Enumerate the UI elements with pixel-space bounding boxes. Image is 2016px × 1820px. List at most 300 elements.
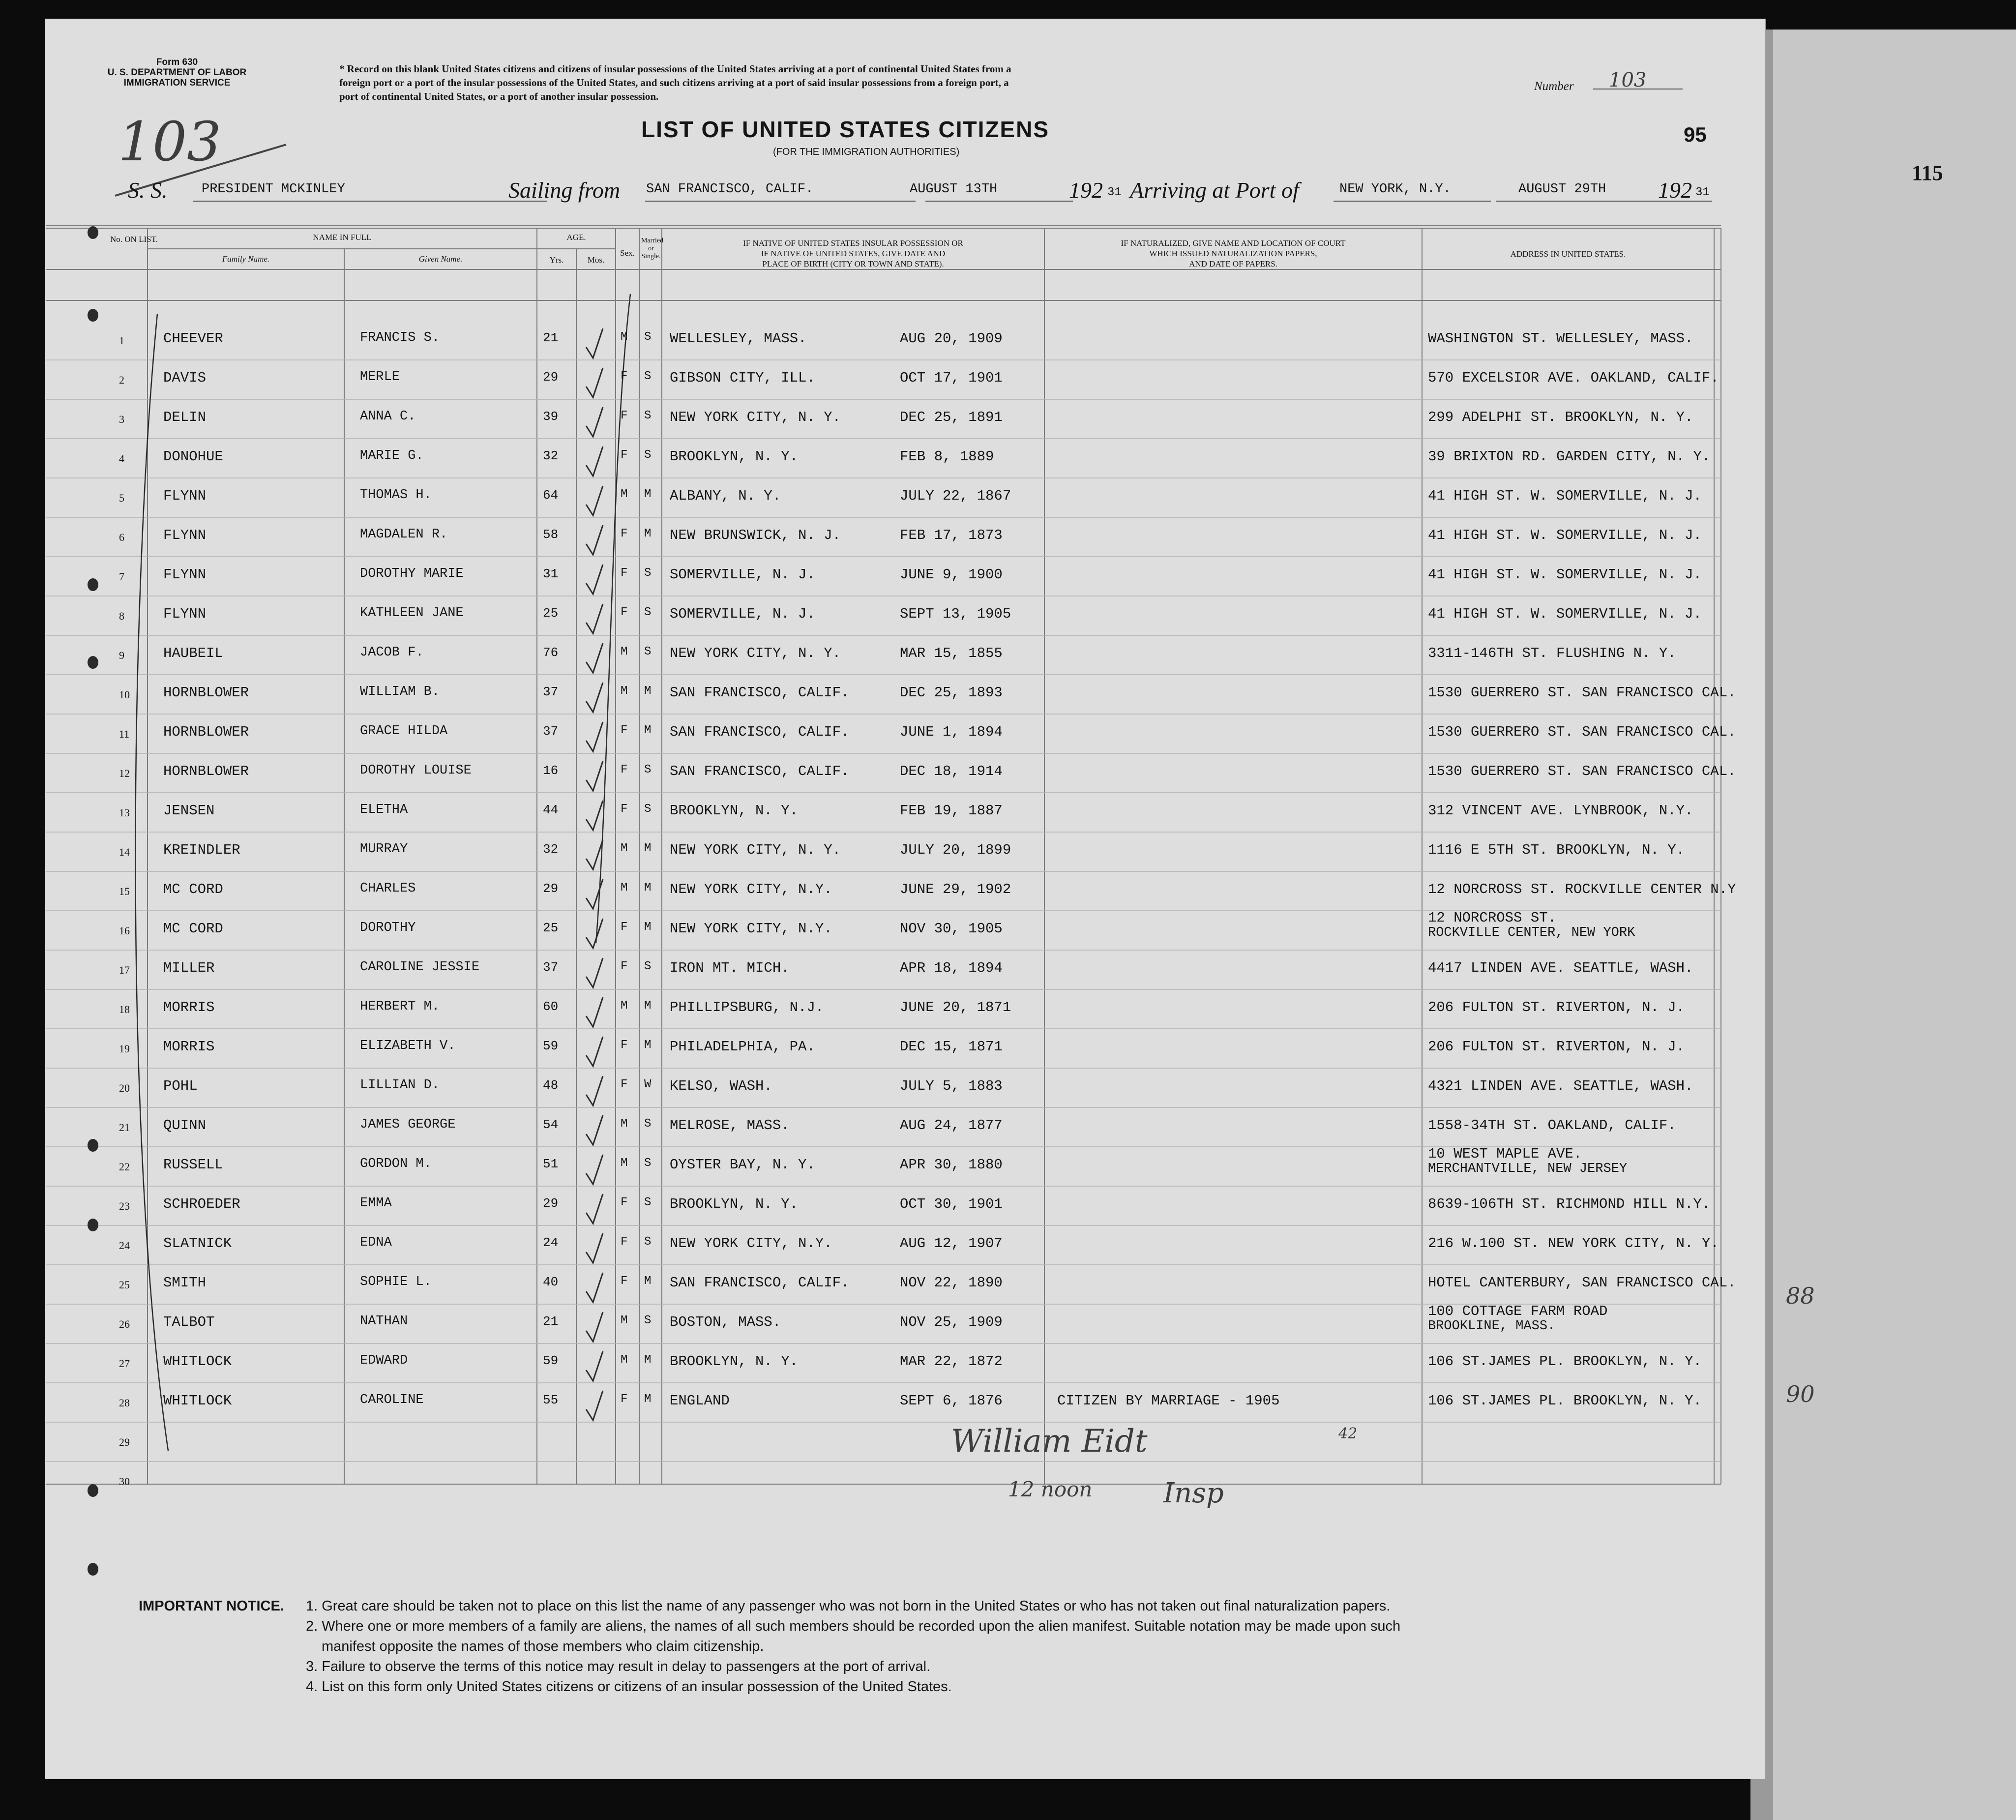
married-single: S [644,1235,652,1249]
age-years: 59 [543,1039,559,1053]
birthplace: BROOKLYN, N. Y. [670,1353,799,1370]
given-name: EDNA [360,1235,392,1250]
given-name: KATHLEEN JANE [360,606,464,621]
family-name: SCHROEDER [163,1196,240,1212]
family-name: MC CORD [163,881,223,897]
birthplace: PHILADELPHIA, PA. [670,1039,815,1055]
birthdate: DEC 18, 1914 [900,763,1003,779]
family-name: SMITH [163,1275,207,1291]
notice-item-text: Failure to observe the terms of this notice may result in delay to passengers at the port of arrival. [322,1659,931,1674]
binding-hole [88,1219,98,1231]
address: 1558-34TH ST. OAKLAND, CALIF. [1428,1117,1676,1134]
inspector-signature: William Eidt [951,1423,1148,1460]
col-years: Yrs. [549,255,564,265]
ship-name: PRESIDENT MCKINLEY [202,182,345,197]
married-single: S [644,763,652,776]
row-number: 16 [119,925,130,937]
margin-note-2: 90 [1786,1381,1815,1407]
sex: M [621,842,628,855]
age-years: 76 [543,645,559,660]
age-years: 37 [543,724,559,739]
family-name: RUSSELL [163,1157,223,1173]
birthdate: DEC 25, 1893 [900,685,1003,701]
birthplace: NEW BRUNSWICK, N. J. [670,527,841,543]
married-single: M [644,488,652,501]
married-single: S [644,1117,652,1131]
age-years: 31 [543,567,559,581]
number-value: 103 [1609,69,1647,91]
age-years: 21 [543,1314,559,1329]
sex: M [621,645,628,658]
birthdate: NOV 22, 1890 [900,1275,1003,1291]
row-number: 30 [119,1475,130,1488]
notice-items [306,1596,1400,1697]
address: 1530 GUERRERO ST. SAN FRANCISCO CAL. [1428,763,1736,779]
age-years: 25 [543,606,559,621]
naturalization: CITIZEN BY MARRIAGE - 1905 [1057,1393,1280,1409]
given-name: WILLIAM B. [360,685,440,699]
birthdate: SEPT 6, 1876 [900,1393,1003,1409]
ss-label: S. S. [128,178,168,203]
row-number: 22 [119,1161,130,1173]
row-number: 3 [119,413,124,425]
instructions-line-2: foreign port or a port of the insular possessions of the United States, and such citizens arriving at a port of said insular possessions from a foreign port, a [339,77,1009,89]
address: 4321 LINDEN AVE. SEATTLE, WASH. [1428,1078,1693,1094]
col-birthplace-line-2: IF NATIVE OF UNITED STATES, GIVE DATE AND [761,249,946,258]
address: HOTEL CANTERBURY, SAN FRANCISCO CAL. [1428,1275,1736,1291]
married-single: M [644,1393,652,1406]
address: 41 HIGH ST. W. SOMERVILLE, N. J. [1428,527,1702,543]
col-birthplace [662,238,1044,269]
notice-item-4 [306,1677,1400,1697]
married-single: S [644,448,652,462]
sex: M [621,685,628,698]
arrival-year: 31 [1695,186,1710,199]
given-name: JACOB F. [360,645,424,660]
notice-item-number: 3. [306,1659,318,1674]
sex: M [621,881,628,895]
sex: F [621,960,628,973]
sex: F [621,409,628,422]
birthplace: IRON MT. MICH. [670,960,790,976]
row-number: 24 [119,1239,130,1252]
row-number: 11 [119,728,130,740]
married-single: M [644,1039,652,1052]
age-years: 39 [543,409,559,424]
row-number: 18 [119,1003,130,1015]
birthdate: DEC 25, 1891 [900,409,1003,425]
row-number: 23 [119,1200,130,1212]
married-single: S [644,330,652,344]
age-years: 48 [543,1078,559,1093]
family-name: DELIN [163,409,207,425]
binding-hole [88,1563,98,1576]
time-note: 12 noon [1008,1477,1093,1501]
family-name: CHEEVER [163,330,223,347]
address: 10 WEST MAPLE AVE. [1428,1146,1582,1162]
notice-item-text: Where one or more members of a family are aliens, the names of all such members should be recorded upon the alien manifest. Suitable notation may be made upon such [322,1618,1401,1634]
family-name: FLYNN [163,488,207,504]
birthdate: DEC 15, 1871 [900,1039,1003,1055]
given-name: CHARLES [360,881,416,896]
row-number: 8 [119,610,124,622]
family-name: MORRIS [163,999,215,1015]
birthplace: NEW YORK CITY, N.Y. [670,921,832,937]
arrival-date: AUGUST 29TH [1518,182,1606,197]
binding-hole [88,656,98,669]
given-name: THOMAS H. [360,488,432,503]
given-name: EMMA [360,1196,392,1211]
address: 106 ST.JAMES PL. BROOKLYN, N. Y. [1428,1353,1702,1370]
row-number: 19 [119,1043,130,1055]
row-number: 17 [119,964,130,976]
sex: F [621,567,628,580]
married-single: M [644,1275,652,1288]
sex: F [621,1393,628,1406]
given-name: MAGDALEN R. [360,527,448,542]
married-single: M [644,724,652,737]
birthdate: OCT 17, 1901 [900,370,1003,386]
birthdate: FEB 19, 1887 [900,803,1003,819]
family-name: WHITLOCK [163,1353,232,1370]
address: 8639-106TH ST. RICHMOND HILL N.Y. [1428,1196,1711,1212]
sex: F [621,921,628,934]
instructions-line-3: port of continental United States, or a port of another insular possession. [339,90,659,102]
birthplace: NEW YORK CITY, N.Y. [670,1235,832,1252]
notice-item-number: 2. [306,1618,318,1634]
page-title: LIST OF UNITED STATES CITIZENS [641,117,1050,142]
sex: M [621,999,628,1013]
birthplace: OYSTER BAY, N. Y. [670,1157,815,1173]
col-birthplace-line-3: PLACE OF BIRTH (CITY OR TOWN AND STATE). [762,259,944,269]
birthdate: JUNE 29, 1902 [900,881,1011,897]
sailing-year: 31 [1107,186,1122,199]
family-name: MC CORD [163,921,223,937]
birthdate: JUNE 1, 1894 [900,724,1003,740]
margin-note-1: 88 [1786,1283,1815,1309]
age-years: 44 [543,803,559,817]
col-naturalized-line-3: AND DATE OF PAPERS. [1189,259,1277,269]
sex: F [621,763,628,776]
birthplace: NEW YORK CITY, N.Y. [670,881,832,897]
side-page-number: 115 [1912,161,1943,185]
sex: M [621,1157,628,1170]
col-birthplace-line-1: IF NATIVE OF UNITED STATES INSULAR POSSESSION OR [743,239,963,248]
form-department: U. S. DEPARTMENT OF LABOR [107,67,247,78]
family-name: KREINDLER [163,842,240,858]
row-number: 29 [119,1436,130,1448]
col-address: ADDRESS IN UNITED STATES. [1510,249,1626,259]
address: 1116 E 5TH ST. BROOKLYN, N. Y. [1428,842,1685,858]
age-years: 58 [543,527,559,542]
family-name: DAVIS [163,370,207,386]
instructions-line-1: * Record on this blank United States citizens and citizens of insular possessions of the United States arriving at a port of continental United States from a [339,63,1011,75]
col-months: Mos. [587,255,605,265]
married-single: S [644,567,652,580]
sex: F [621,803,628,816]
birthdate: NOV 25, 1909 [900,1314,1003,1330]
row-number: 14 [119,846,130,858]
binding-hole [88,226,98,239]
given-name: GORDON M. [360,1157,432,1171]
birthdate: APR 18, 1894 [900,960,1003,976]
age-years: 64 [543,488,559,503]
sex: M [621,1117,628,1131]
married-single: M [644,881,652,895]
address-line-2: BROOKLINE, MASS. [1428,1319,1556,1334]
given-name: DOROTHY [360,921,416,935]
birthplace: KELSO, WASH. [670,1078,772,1094]
birthdate: SEPT 13, 1905 [900,606,1011,622]
sex: F [621,1235,628,1249]
row-number: 20 [119,1082,130,1094]
col-married-single: Married or Single. [641,237,664,260]
given-name: MARIE G. [360,448,424,463]
sailing-from-date: AUGUST 13TH [910,182,998,197]
birthplace: WELLESLEY, MASS. [670,330,807,347]
married-single: S [644,606,652,619]
notice-item-text: manifest opposite the names of those members who claim citizenship. [322,1639,764,1654]
age-years: 37 [543,960,559,975]
col-sex: Sex. [620,248,635,258]
col-naturalized [1044,238,1422,269]
address: 41 HIGH ST. W. SOMERVILLE, N. J. [1428,606,1702,622]
arrival-year-prefix: 192 [1658,178,1692,203]
row-number: 10 [119,688,130,701]
age-years: 59 [543,1353,559,1368]
family-name: HORNBLOWER [163,763,249,779]
address: 12 NORCROSS ST. [1428,910,1557,926]
notice-item-2-cont [306,1637,1400,1657]
sailing-year-prefix: 192 [1069,178,1103,203]
row-number: 9 [119,649,124,661]
age-years: 24 [543,1235,559,1250]
binding-hole [88,1139,98,1152]
sex: F [621,370,628,383]
family-name: JENSEN [163,803,215,819]
binding-hole [88,578,98,591]
age-years: 32 [543,448,559,463]
age-years: 32 [543,842,559,857]
row-number: 1 [119,334,124,347]
birthdate: JULY 5, 1883 [900,1078,1003,1094]
birthplace: SAN FRANCISCO, CALIF. [670,724,850,740]
birthdate: MAR 15, 1855 [900,645,1003,661]
age-years: 54 [543,1117,559,1132]
given-name: CAROLINE [360,1393,424,1407]
col-naturalized-line-1: IF NATURALIZED, GIVE NAME AND LOCATION OF COURT [1121,239,1346,248]
age-years: 51 [543,1157,559,1171]
age-years: 29 [543,370,559,385]
age-years: 29 [543,1196,559,1211]
address: 4417 LINDEN AVE. SEATTLE, WASH. [1428,960,1693,976]
birthdate: APR 30, 1880 [900,1157,1003,1173]
number-label: Number [1534,80,1574,93]
married-single: S [644,409,652,422]
sex: F [621,527,628,540]
notice-item-1 [306,1596,1400,1616]
sex: F [621,1078,628,1091]
age-years: 16 [543,763,559,778]
married-single: M [644,685,652,698]
birthdate: AUG 20, 1909 [900,330,1003,347]
family-name: HAUBEIL [163,645,223,661]
age-years: 55 [543,1393,559,1407]
sex: F [621,1196,628,1209]
sailing-from-label: Sailing from [508,178,621,203]
address: 206 FULTON ST. RIVERTON, N. J. [1428,1039,1685,1055]
birthdate: OCT 30, 1901 [900,1196,1003,1212]
col-given-name: Given Name. [418,254,463,264]
birthdate: NOV 30, 1905 [900,921,1003,937]
birthplace: BROOKLYN, N. Y. [670,448,799,465]
married-single: S [644,1157,652,1170]
row-number: 4 [119,452,124,465]
address: 3311-146TH ST. FLUSHING N. Y. [1428,645,1676,661]
birthplace: BROOKLYN, N. Y. [670,803,799,819]
arriving-label: Arriving at Port of [1130,178,1299,203]
given-name: EDWARD [360,1353,408,1368]
family-name: MORRIS [163,1039,215,1055]
inspector-note: Insp [1163,1477,1224,1509]
given-name: GRACE HILDA [360,724,448,739]
family-name: TALBOT [163,1314,215,1330]
address: 106 ST.JAMES PL. BROOKLYN, N. Y. [1428,1393,1702,1409]
married-single: M [644,999,652,1013]
given-name: ELETHA [360,803,408,817]
birthplace: ENGLAND [670,1393,730,1409]
married-single: M [644,921,652,934]
married-single: S [644,1314,652,1327]
sex: F [621,724,628,737]
col-age: AGE. [566,233,586,242]
family-name: SLATNICK [163,1235,232,1252]
given-name: DOROTHY LOUISE [360,763,472,778]
handwritten-number: 103 [118,110,221,173]
married-single: S [644,1196,652,1209]
notice-item-number: 4. [306,1679,318,1695]
family-name: HORNBLOWER [163,724,249,740]
sex: F [621,1039,628,1052]
family-name: MILLER [163,960,215,976]
address: 1530 GUERRERO ST. SAN FRANCISCO CAL. [1428,724,1736,740]
notice-item-number: 1. [306,1598,318,1614]
family-name: FLYNN [163,606,207,622]
row-number: 7 [119,570,124,583]
row-number: 27 [119,1357,130,1370]
address-line-2: MERCHANTVILLE, NEW JERSEY [1428,1162,1628,1176]
married-single: W [644,1078,652,1091]
sex: F [621,1275,628,1288]
married-single: M [644,842,652,855]
page-subtitle: (FOR THE IMMIGRATION AUTHORITIES) [773,147,960,157]
birthplace: BROOKLYN, N. Y. [670,1196,799,1212]
form-service: IMMIGRATION SERVICE [123,78,231,88]
family-name: WHITLOCK [163,1393,232,1409]
age-years: 25 [543,921,559,935]
notice-item-text: Great care should be taken not to place on this list the name of any passenger who was not born in the United States or who has not taken out final naturalization papers. [322,1598,1391,1614]
age-years: 21 [543,330,559,345]
birthdate: AUG 12, 1907 [900,1235,1003,1252]
given-name: ELIZABETH V. [360,1039,456,1053]
sex: M [621,488,628,501]
birthplace: BOSTON, MASS. [670,1314,781,1330]
married-single: S [644,803,652,816]
address: 41 HIGH ST. W. SOMERVILLE, N. J. [1428,567,1702,583]
notice-item-3 [306,1657,1400,1677]
given-name: DOROTHY MARIE [360,567,464,581]
address: WASHINGTON ST. WELLESLEY, MASS. [1428,330,1693,347]
page-number: 95 [1684,123,1707,146]
notice-heading: IMPORTANT NOTICE. [139,1598,284,1614]
family-name: POHL [163,1078,198,1094]
family-name: HORNBLOWER [163,685,249,701]
birthdate: FEB 17, 1873 [900,527,1003,543]
row-number: 13 [119,806,130,819]
birthplace: SAN FRANCISCO, CALIF. [670,685,850,701]
sex: F [621,448,628,462]
address: 39 BRIXTON RD. GARDEN CITY, N. Y. [1428,448,1711,465]
given-name: NATHAN [360,1314,408,1329]
birthplace: NEW YORK CITY, N. Y. [670,409,841,425]
birthdate: FEB 8, 1889 [900,448,994,465]
birthplace: SAN FRANCISCO, CALIF. [670,763,850,779]
birthplace: NEW YORK CITY, N. Y. [670,645,841,661]
birthplace: GIBSON CITY, ILL. [670,370,815,386]
sex: F [621,606,628,619]
married-single: S [644,645,652,658]
address: 1530 GUERRERO ST. SAN FRANCISCO CAL. [1428,685,1736,701]
col-no-on-list: No. ON LIST. [110,235,158,244]
important-notice [139,1596,284,1616]
given-name: HERBERT M. [360,999,440,1014]
family-name: QUINN [163,1117,207,1134]
passenger-count: 42 [1338,1425,1358,1442]
sex: M [621,1353,628,1367]
row-number: 15 [119,885,130,897]
row-number: 12 [119,767,130,779]
given-name: SOPHIE L. [360,1275,432,1289]
col-family-name: Family Name. [222,254,270,264]
married-single: S [644,370,652,383]
arrival-port: NEW YORK, N.Y. [1339,182,1451,197]
birthplace: SOMERVILLE, N. J. [670,606,815,622]
col-name-in-full: NAME IN FULL [313,233,372,242]
address: 570 EXCELSIOR AVE. OAKLAND, CALIF. [1428,370,1719,386]
age-years: 40 [543,1275,559,1289]
address: 299 ADELPHI ST. BROOKLYN, N. Y. [1428,409,1693,425]
birthdate: JULY 20, 1899 [900,842,1011,858]
given-name: MURRAY [360,842,408,857]
row-number: 26 [119,1318,130,1330]
address: 41 HIGH ST. W. SOMERVILLE, N. J. [1428,488,1702,504]
sex: M [621,1314,628,1327]
birthdate: AUG 24, 1877 [900,1117,1003,1134]
row-number: 2 [119,374,124,386]
notice-item-text: List on this form only United States citizens or citizens of an insular possession of the United States. [322,1679,952,1695]
address: 12 NORCROSS ST. ROCKVILLE CENTER N.Y [1428,881,1736,897]
birthplace: NEW YORK CITY, N. Y. [670,842,841,858]
birthplace: SAN FRANCISCO, CALIF. [670,1275,850,1291]
row-number: 25 [119,1279,130,1291]
family-name: DONOHUE [163,448,223,465]
address-line-2: ROCKVILLE CENTER, NEW YORK [1428,925,1635,940]
given-name: FRANCIS S. [360,330,440,345]
married-single: M [644,1353,652,1367]
birthplace: SOMERVILLE, N. J. [670,567,815,583]
age-years: 29 [543,881,559,896]
given-name: MERLE [360,370,400,385]
